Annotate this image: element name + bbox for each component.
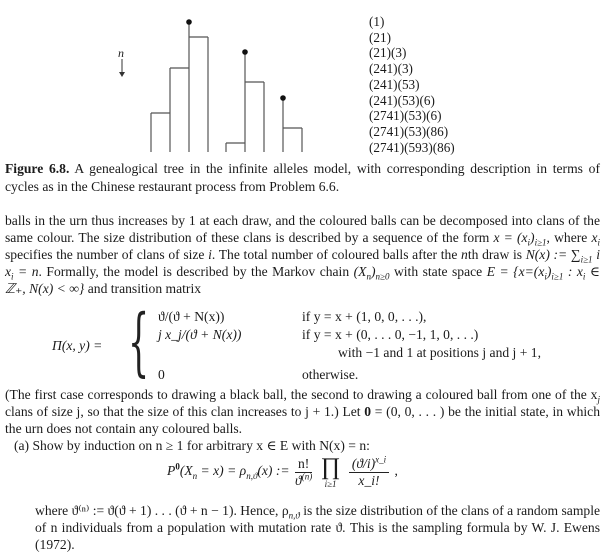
text: where ϑ⁽ⁿ⁾ := ϑ(ϑ + 1) . . . (ϑ + n − 1). Hence, ρ [35,503,289,518]
text: . The total number of coloured balls after the [211,247,462,262]
text: (The first case corresponds to drawing a black ball, the second to drawing a coloured ball from one of the x [5,387,598,402]
math: (n) [301,470,313,481]
paragraph-urn-model [5,212,600,297]
text: specifies the number of clans of size [5,247,209,262]
numerator [349,453,389,473]
math: i≥1 [580,254,593,265]
zero-state: 0 [364,404,372,419]
cycle-row: (241)(53) [369,76,420,92]
denominator [349,473,389,489]
ewens-formula [167,455,398,489]
math: i [597,237,600,248]
text: th draw is [467,247,526,262]
product-operator [321,455,341,489]
math: x [591,230,598,245]
cycle-row: (1) [369,14,385,29]
text: (a) Show by induction on n ≥ 1 for arbitrary x ∈ E with N(x) = n: [14,438,370,453]
math: ) [546,264,552,279]
denominator [295,470,313,489]
text: with state space [389,264,487,279]
mutation-dot [280,95,286,101]
math: n [461,247,468,262]
cycle-row: (241)(53)(6) [369,92,435,108]
math: n,ϑ [246,470,258,481]
matrix-cond: with −1 and 1 at positions j and j + 1, [338,345,541,360]
mutation-dot [242,49,248,55]
math: x_i [375,453,387,464]
math: = n [13,264,39,279]
math: (X [353,264,367,279]
cycle-row: (2741)(53)(86) [369,123,449,139]
math: n [366,271,371,282]
math: i≥1 [551,271,564,282]
matrix-cond: otherwise. [302,367,359,382]
time-axis-label: n [118,46,124,60]
matrix-lhs [52,338,102,354]
math: 0 [175,461,180,472]
text: . Formally, the model is described by the Markov chain [38,264,354,279]
exercise-part-a [14,437,602,454]
math: i [544,271,547,282]
math: i x [5,247,600,279]
math: n,ϑ [288,510,300,521]
math: ) [370,264,376,279]
matrix-cond: if y = x + (0, . . . 0, −1, 1, 0, . . .) [302,327,479,342]
math: n≥0 [375,271,390,282]
text: is the size distribution of the clans of a random sample of n individuals from a population with mutation rate ϑ. This is the sampling formula by W. J. Ewens (1972). [35,503,601,552]
math: ∈ ℤ₊, N(x) < ∞} [5,264,600,296]
numerator: n! [295,456,312,473]
cycle-row: (241)(3) [369,61,413,77]
text: and transition matrix [84,281,202,296]
cycle-row: (2741)(593)(86) [369,139,455,155]
product-symbol: ∏ [320,454,341,480]
math: i [582,271,586,282]
math: : x [563,264,583,279]
matrix-expr: ϑ/(ϑ + N(x)) [158,309,225,324]
matrix-expr: j x_j/(ϑ + N(x)) [158,327,242,342]
math: E = {x=(x [486,264,545,279]
cycle-row: (21)(3) [369,45,407,61]
math: Π(x, y) = [52,338,103,353]
math: ) [530,230,535,245]
text: , where [546,230,592,245]
text: = (0, 0, . . . ) be the initial state, in which the urn does not contain any coloured balls. [5,404,600,436]
math: i [11,271,14,282]
cycle-list [369,14,455,155]
math: (x) := [257,463,290,479]
mutation-dot [186,19,192,25]
caption-text: A genealogical tree in the infinite alleles model, with corresponding description in terms of cycles as in the Chinese restaurant process from Problem 6.6. [5,161,600,194]
math: (ϑ/i) [351,455,376,471]
figure-caption [5,160,600,195]
matrix-cond: if y = x + (1, 0, 0, . . .), [302,309,427,324]
math: i [527,237,531,248]
math: = x) = ρ [197,463,247,479]
math: ϑ [295,472,302,488]
math: N(x) := ∑ [525,247,581,262]
paragraph-ewens [35,502,600,553]
left-brace: { [128,299,150,385]
cycle-row: (21) [369,29,391,45]
genealogical-tree-diagram [0,0,360,160]
math: j [597,394,600,405]
text: clans of size j, so that the size of this clan increases to j + 1.) Let [5,404,365,419]
caption-label: Figure 6.8. [5,161,70,176]
math: (X [179,463,193,479]
math: x = (x [493,230,528,245]
math: n [192,470,198,481]
fraction [295,456,312,489]
cycle-row: (2741)(53)(6) [369,108,442,124]
fraction [349,453,389,489]
matrix-expr: 0 [158,367,165,382]
text: balls in the urn thus increases by 1 at each draw, and the coloured balls can be decomposed into clans of the same colour. The size distribution of these clans is described by a sequence of the form [5,213,600,245]
time-arrow-head [119,72,125,77]
math: x_i! [358,472,380,488]
text: , [394,463,398,479]
math: i [208,247,212,262]
product-limit: i≥1 [324,479,337,489]
paragraph-explanation [5,386,600,437]
math: i≥1 [534,237,547,248]
math: P [167,463,176,479]
